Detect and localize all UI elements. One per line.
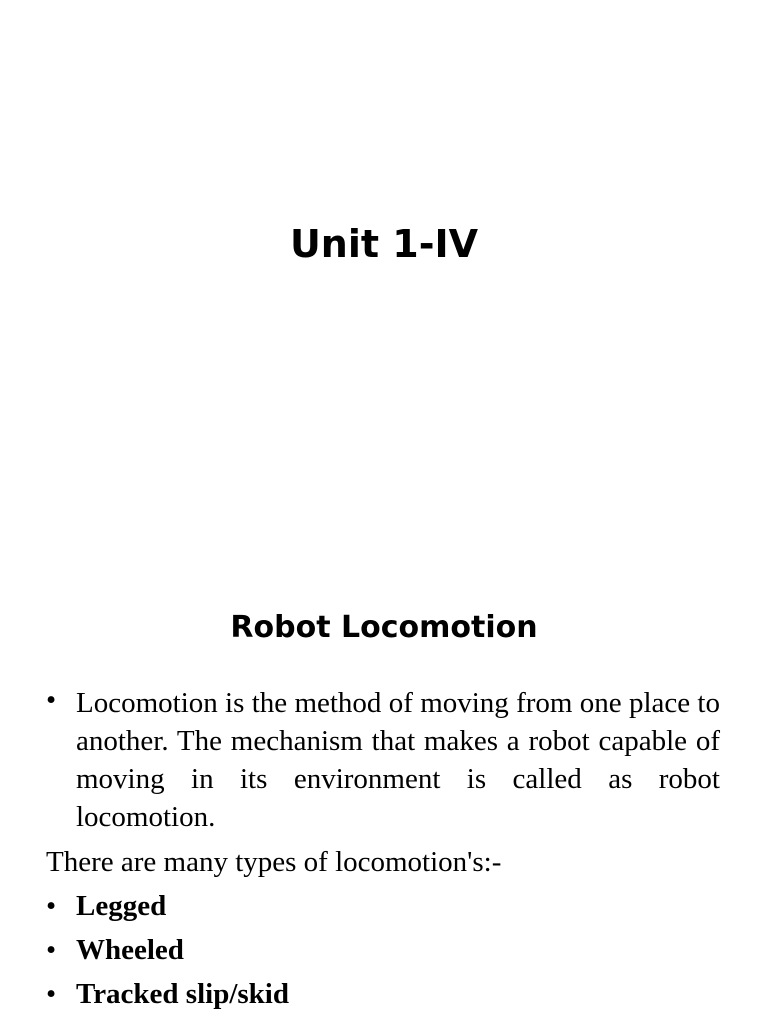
bullet-icon: • (46, 934, 57, 966)
type-label: Legged (76, 890, 167, 922)
slide-body (46, 684, 720, 1013)
definition-bullet (46, 684, 720, 836)
bullet-icon: • (46, 978, 57, 1010)
type-item-wheeled (46, 931, 720, 969)
slide-title-unit: Unit 1-IV (289, 222, 479, 266)
type-label: Tracked slip/skid (76, 978, 289, 1010)
bullet-icon: • (46, 890, 57, 922)
bullet-icon: • (46, 684, 57, 716)
type-item-legged (46, 887, 720, 925)
type-item-tracked (46, 975, 720, 1013)
definition-text: Locomotion is the method of moving from one place to another. The mechanism that makes a robot capable of moving in its environment is called as robot locomotion. (76, 687, 720, 833)
types-heading: There are many types of locomotion's:- (46, 846, 502, 878)
type-label: Wheeled (76, 934, 184, 966)
slide-title-robot-locomotion: Robot Locomotion (230, 610, 538, 645)
